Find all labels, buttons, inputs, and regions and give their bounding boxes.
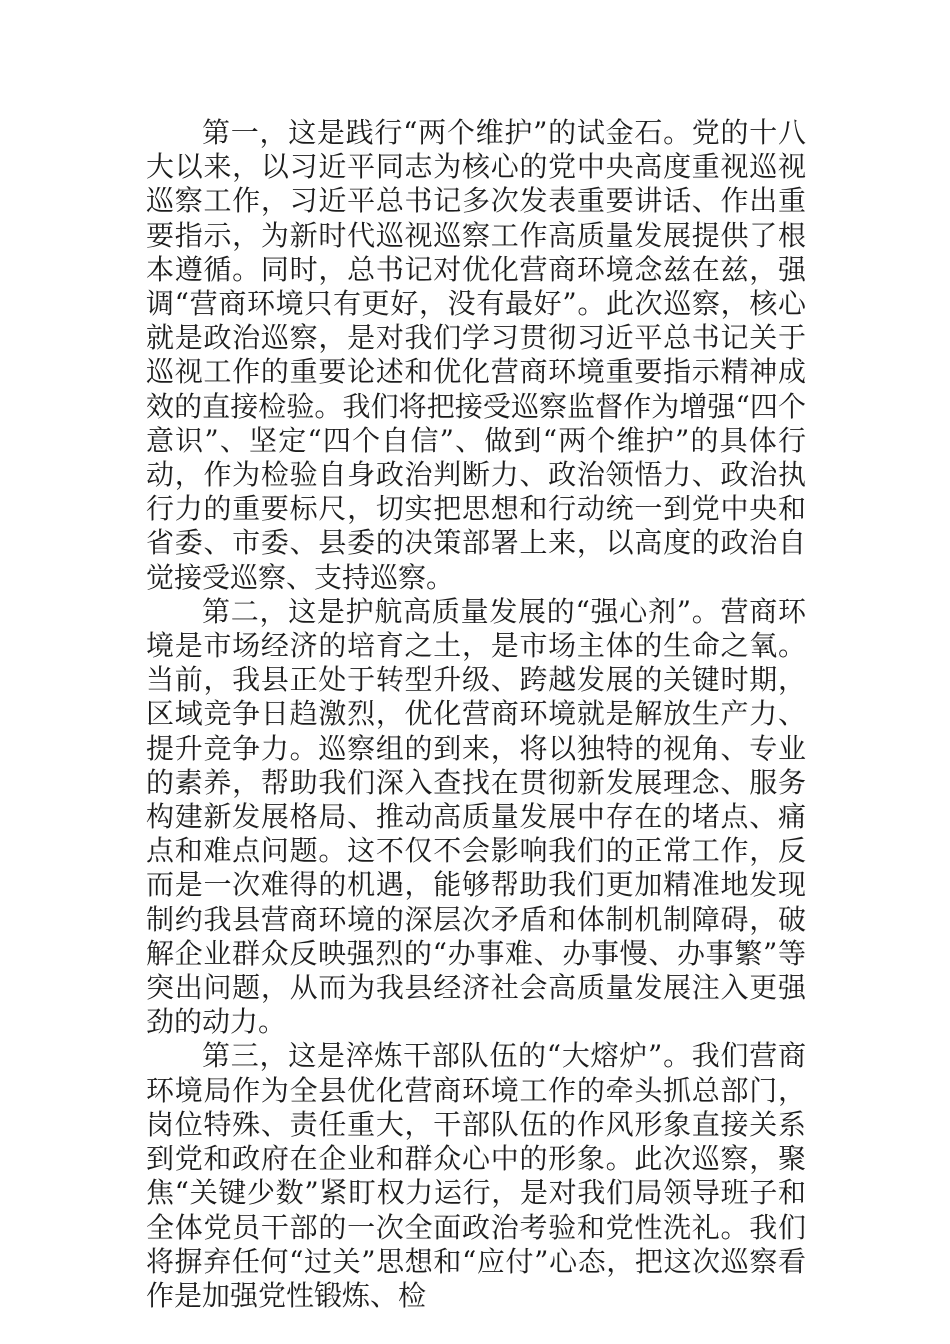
document-body [146, 116, 806, 1313]
paragraph-first-touchstone: 第一，这是践行“两个维护”的试金石。党的十八大以来，以习近平同志为核心的党中央高度重视巡视巡察工作，习近平总书记多次发表重要讲话、作出重要指示，为新时代巡视巡察工作高质量发展提供了根本遵循。同时，总书记对优化营商环境念兹在兹，强调“营商环境只有更好，没有最好”。此次巡察，核心就是政治巡察，是对我们学习贯彻习近平总书记关于巡视工作的重要论述和优化营商环境重要指示精神成效的直接检验。我们将把接受巡察监督作为增强“四个意识”、坚定“四个自信”、做到“两个维护”的具体行动，作为检验自身政治判断力、政治领悟力、政治执行力的重要标尺，切实把思想和行动统一到党中央和省委、市委、县委的决策部署上来，以高度的政治自觉接受巡察、支持巡察。 [146, 116, 806, 594]
paragraph-second-booster: 第二，这是护航高质量发展的“强心剂”。营商环境是市场经济的培育之土，是市场主体的生命之氧。当前，我县正处于转型升级、跨越发展的关键时期，区域竞争日趋激烈，优化营商环境就是解放生产力、提升竞争力。巡察组的到来，将以独特的视角、专业的素养，帮助我们深入查找在贯彻新发展理念、服务构建新发展格局、推动高质量发展中存在的堵点、痛点和难点问题。这不仅不会影响我们的正常工作，反而是一次难得的机遇，能够帮助我们更加精准地发现制约我县营商环境的深层次矛盾和体制机制障碍，破解企业群众反映强烈的“办事难、办事慢、办事繁”等突出问题，从而为我县经济社会高质量发展注入更强劲的动力。 [146, 594, 806, 1039]
paragraph-third-furnace: 第三，这是淬炼干部队伍的“大熔炉”。我们营商环境局作为全县优化营商环境工作的牵头抓总部门，岗位特殊、责任重大，干部队伍的作风形象直接关系到党和政府在企业和群众心中的形象。此次巡察，聚焦“关键少数”紧盯权力运行，是对我们局领导班子和全体党员干部的一次全面政治考验和党性洗礼。我们将摒弃任何“过关”思想和“应付”心态，把这次巡察看作是加强党性锻炼、检 [146, 1039, 806, 1312]
